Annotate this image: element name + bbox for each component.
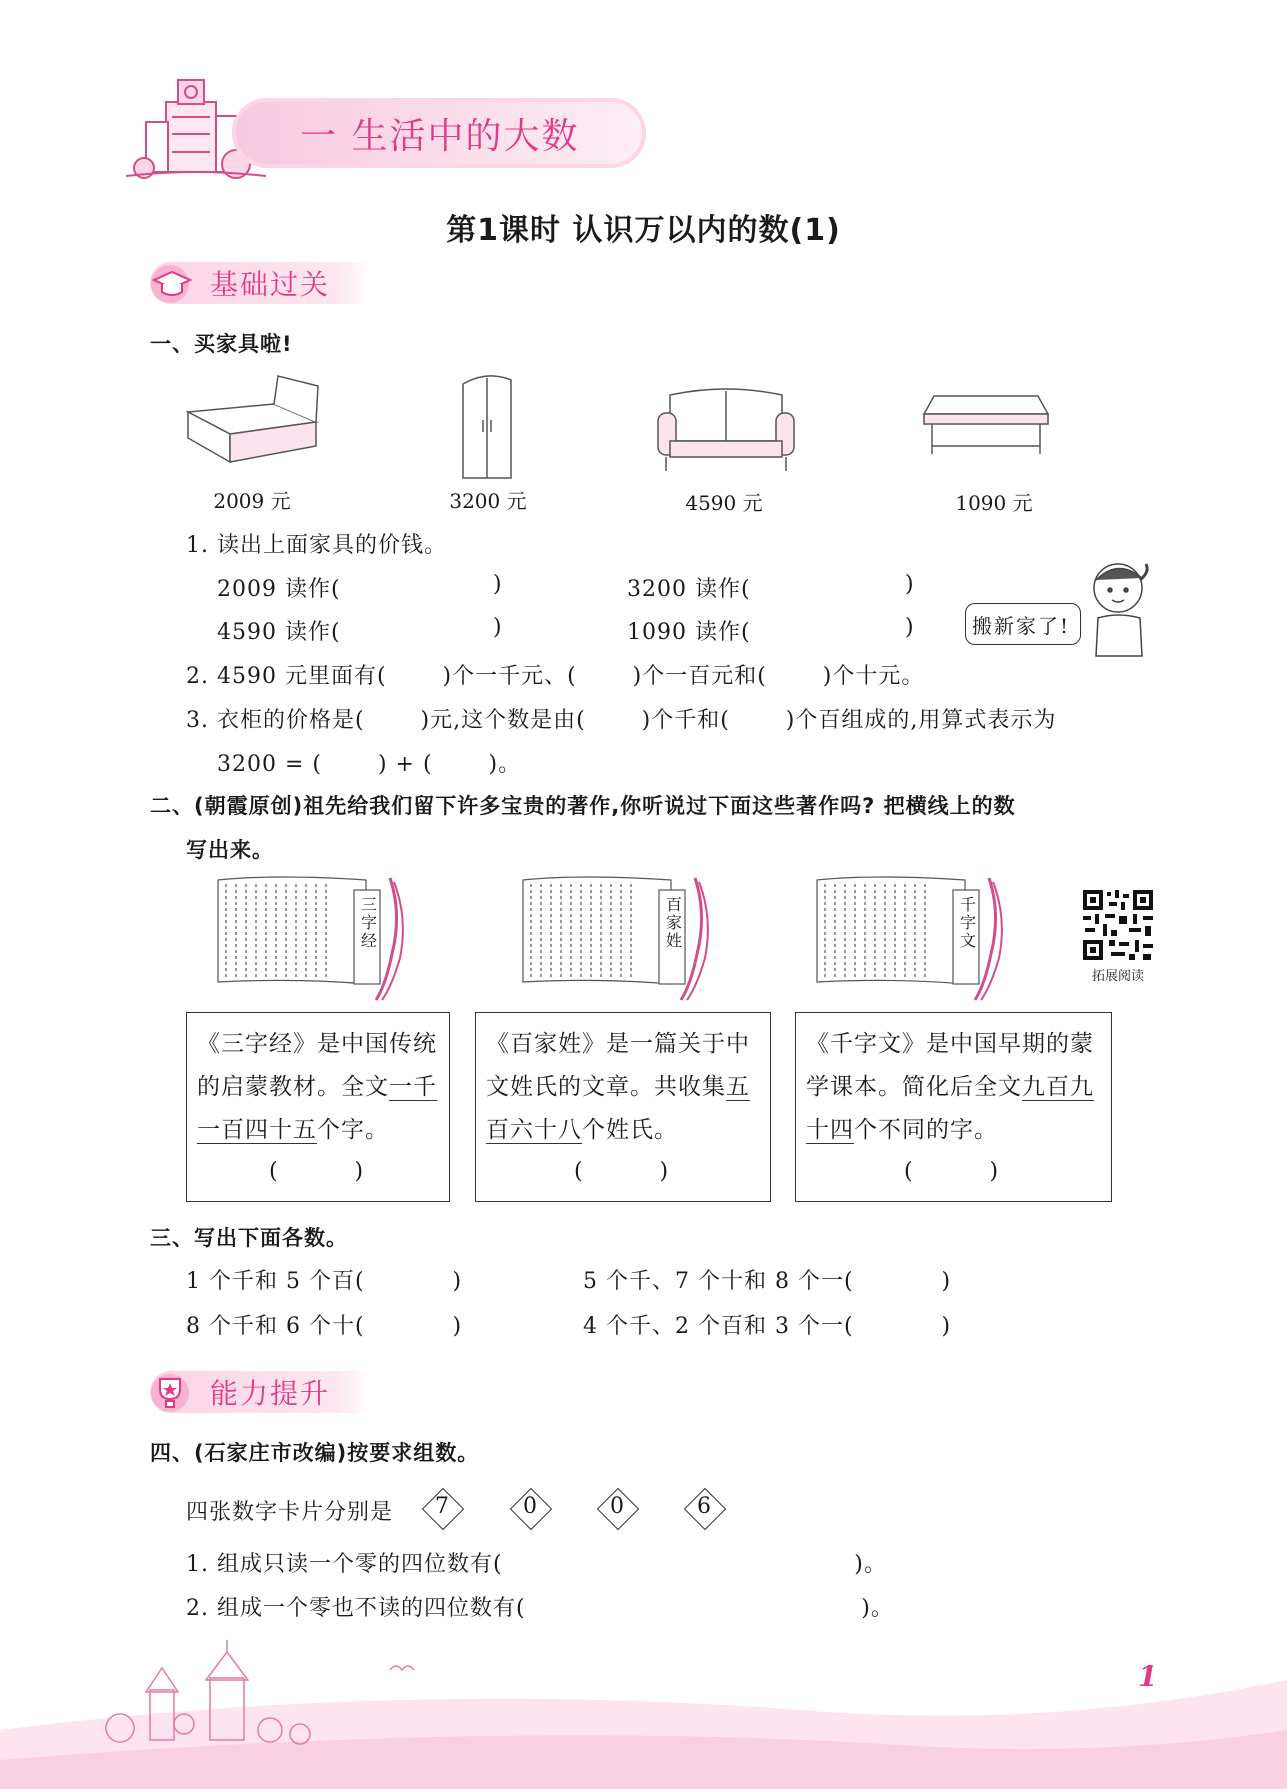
price-wardrobe: 3200 元	[449, 489, 527, 513]
table-illustration	[920, 390, 1050, 460]
book-box-qianziwen	[795, 1012, 1112, 1202]
read-1090-close: )	[905, 615, 915, 640]
read-3200-label: 3200 读作(	[627, 577, 751, 602]
read-4590-label: 4590 读作(	[217, 620, 341, 645]
read-1090-label: 1090 读作(	[627, 620, 751, 645]
section-title-ability: 能力提升	[210, 1377, 331, 1410]
scroll-title-baijiaxing: 百家姓	[665, 895, 682, 950]
scroll-illustration-baijiaxing	[521, 874, 727, 1004]
answer-blank[interactable]: ( )	[269, 1159, 364, 1184]
book-text-pre: 《千字文》是中国早期的蒙学课本。简化后全文	[806, 1031, 1094, 1100]
scroll-title-sanzijing: 三字经	[360, 895, 377, 950]
q3-item-3: 8 个千和 6 个十( )	[186, 1314, 463, 1339]
trophy-icon	[148, 1371, 198, 1413]
sofa-illustration	[656, 385, 796, 475]
book-text-pre: 《三字经》是中国传统的启蒙教材。全文	[197, 1031, 437, 1100]
book-box-baijiaxing	[475, 1012, 771, 1202]
q1-heading: 一、买家具啦!	[150, 332, 293, 356]
speech-text: 搬新家了!	[972, 614, 1071, 638]
price-sofa: 4590 元	[685, 491, 763, 515]
scroll-title-qianziwen: 千字文	[959, 895, 976, 950]
section-title-basic: 基础过关	[210, 268, 331, 301]
scroll-illustration-qianziwen	[815, 874, 1021, 1004]
footer-decoration	[0, 1640, 1287, 1789]
digit-card-value: 7	[435, 1494, 449, 1519]
read-2009-label: 2009 读作(	[217, 577, 341, 602]
scroll-illustration-sanzijing	[216, 874, 422, 1004]
q3-item-2: 5 个千、7 个十和 8 个一( )	[583, 1269, 952, 1294]
digit-card-value: 6	[697, 1494, 711, 1519]
digit-card-value: 0	[610, 1494, 624, 1519]
underlined-number: 一千一百四十五	[197, 1074, 437, 1143]
q1-sub2: 2. 4590 元里面有( )个一千元、( )个一百元和( )个十元。	[186, 664, 925, 689]
digit-card-value: 0	[523, 1494, 537, 1519]
underlined-number: 五百六十八	[486, 1074, 750, 1143]
q2-heading-line1: 二、(朝霞原创)祖先给我们留下许多宝贵的著作,你听说过下面这些著作吗? 把横线上的数	[150, 794, 1016, 818]
q4-sub2: 2. 组成一个零也不读的四位数有( )。	[186, 1596, 894, 1621]
answer-blank[interactable]: ( )	[574, 1159, 669, 1184]
qr-code-icon[interactable]	[1081, 888, 1155, 962]
q1-sub3-equation: 3200 = ( ) + ( )。	[217, 752, 522, 777]
price-bed: 2009 元	[213, 489, 291, 513]
q4-heading: 四、(石家庄市改编)按要求组数。	[150, 1441, 480, 1465]
lesson-title: 第1课时 认识万以内的数(1)	[446, 213, 841, 248]
book-box-sanzijing	[186, 1012, 450, 1202]
q1-sub3: 3. 衣柜的价格是( )元,这个数是由( )个千和( )个百组成的,用算式表示为	[186, 708, 1057, 733]
boy-illustration	[1084, 558, 1154, 658]
answer-blank[interactable]: ( )	[904, 1159, 999, 1184]
q3-item-1: 1 个千和 5 个百( )	[186, 1269, 463, 1294]
q4-cards-intro: 四张数字卡片分别是	[186, 1500, 394, 1525]
book-text-post: 个字。	[317, 1117, 389, 1143]
q2-heading-line2: 写出来。	[186, 838, 274, 862]
wardrobe-illustration	[457, 370, 517, 482]
read-4590-close: )	[493, 615, 503, 640]
read-3200-close: )	[905, 572, 915, 597]
q3-heading: 三、写出下面各数。	[150, 1226, 348, 1250]
book-text-post: 个姓氏。	[582, 1117, 678, 1143]
book-text-post: 个不同的字。	[854, 1117, 998, 1143]
graduation-cap-icon	[148, 262, 198, 304]
q4-sub1: 1. 组成只读一个零的四位数有( )。	[186, 1552, 887, 1577]
price-table: 1090 元	[955, 491, 1033, 515]
q1-sub1: 1. 读出上面家具的价钱。	[186, 533, 447, 558]
book-text-pre: 《百家姓》是一篇关于中文姓氏的文章。共收集	[486, 1031, 750, 1100]
q3-item-4: 4 个千、2 个百和 3 个一( )	[583, 1314, 952, 1339]
bed-illustration	[184, 372, 322, 472]
read-2009-close: )	[493, 572, 503, 597]
qr-label: 拓展阅读	[1091, 969, 1144, 984]
unit-title: 一 生活中的大数	[300, 116, 580, 157]
page-number: 1	[1138, 1660, 1158, 1693]
underlined-number: 九百九十四	[806, 1074, 1094, 1143]
